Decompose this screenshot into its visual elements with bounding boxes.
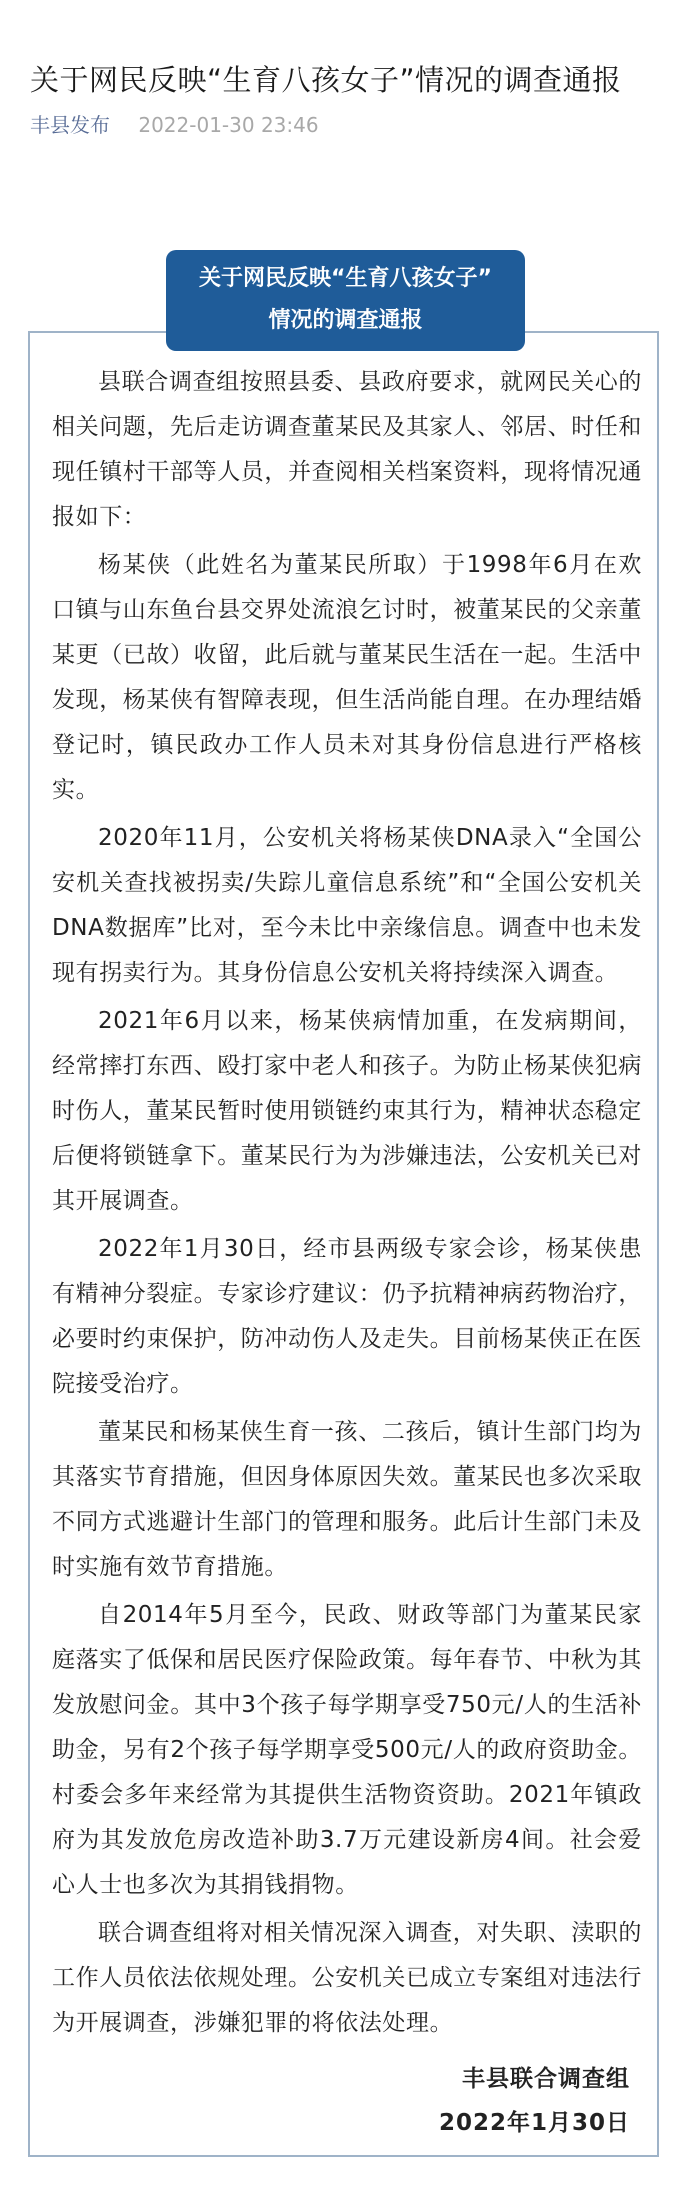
notice-banner-line-2: 情况的调查通报 (268, 308, 423, 333)
source-account-link[interactable]: 丰县发布 (30, 113, 110, 137)
signature-block (439, 2057, 630, 2145)
signature-org: 丰县联合调查组 (462, 2066, 630, 2092)
article-meta (30, 110, 319, 140)
paragraph-diagnosis: 2022年1月30日，经市县两级专家会诊，杨某侠患有精神分裂症。专家诊疗建议：仍予抗精神病药物治疗，必要时约束保护，防冲动伤人及走失。目前杨某侠正在医院接受治疗。 (52, 1236, 642, 1397)
publish-time: 2022-01-30 23:46 (138, 113, 319, 137)
paragraph-identity: 杨某侠（此姓名为董某民所取）于1998年6月在欢口镇与山东鱼台县交界处流浪乞讨时，被董某民的父亲董某更（已故）收留，此后就与董某民生活在一起。生活中发现，杨某侠有智障表现，但生活尚能自理。在办理结婚登记时，镇民政办工作人员未对其身份信息进行严格核实。 (52, 552, 642, 803)
article-title: 关于网民反映“生育八孩女子”情况的调查通报 (30, 63, 622, 98)
notice-banner (166, 250, 525, 351)
paragraph-intro: 县联合调查组按照县委、县政府要求，就网民关心的相关问题，先后走访调查董某民及其家人、邻居、时任和现任镇村干部等人员，并查阅相关档案资料，现将情况通报如下： (52, 369, 642, 530)
paragraph-illness: 2021年6月以来，杨某侠病情加重，在发病期间，经常摔打东西、殴打家中老人和孩子。为防止杨某侠犯病时伤人，董某民暂时使用锁链约束其行为，精神状态稳定后便将锁链拿下。董某民行为为涉嫌违法，公安机关已对其开展调查。 (52, 1008, 642, 1214)
paragraph-welfare: 自2014年5月至今，民政、财政等部门为董某民家庭落实了低保和居民医疗保险政策。每年春节、中秋为其发放慰问金。其中3个孩子每学期享受750元/人的生活补助金，另有2个孩子每学期享受500元/人的政府资助金。村委会多年来经常为其提供生活物资资助。2021年镇政府为其发放危房改造补助3.7万元建设新房4间。社会爱心人士也多次为其捐钱捐物。 (52, 1602, 642, 1898)
signature-date: 2022年1月30日 (438, 2110, 630, 2136)
paragraph-dna: 2020年11月，公安机关将杨某侠DNA录入“全国公安机关查找被拐卖/失踪儿童信息系统”和“全国公安机关DNA数据库”比对，至今未比中亲缘信息。调查中也未发现有拐卖行为。其身份信息公安机关将持续深入调查。 (52, 825, 642, 986)
notice-banner-line-1: 关于网民反映“生育八孩女子” (199, 266, 492, 291)
paragraph-conclusion: 联合调查组将对相关情况深入调查，对失职、渎职的工作人员依法依规处理。公安机关已成立专案组对违法行为开展调查，涉嫌犯罪的将依法处理。 (52, 1920, 642, 2036)
paragraph-family-planning: 董某民和杨某侠生育一孩、二孩后，镇计生部门均为其落实节育措施，但因身体原因失效。董某民也多次采取不同方式逃避计生部门的管理和服务。此后计生部门未及时实施有效节育措施。 (52, 1419, 642, 1580)
notice-body (52, 360, 642, 2049)
